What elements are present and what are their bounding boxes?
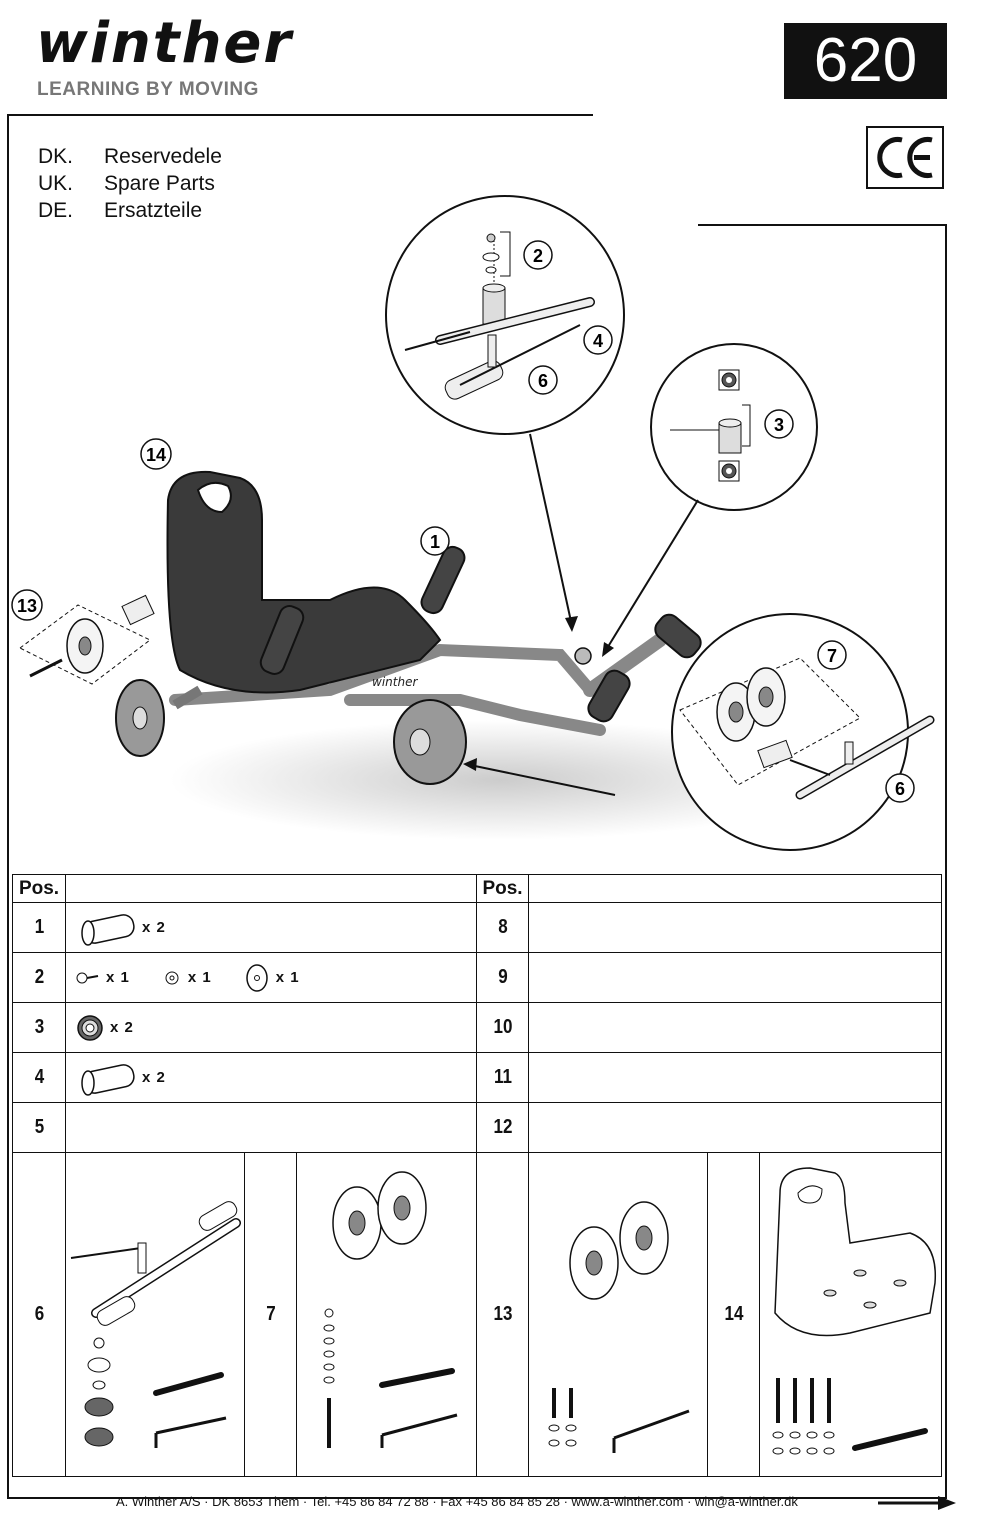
pos-number: 2: [16, 953, 61, 1003]
header-spacer: [529, 875, 942, 903]
parts-table: [12, 874, 942, 1477]
screw-icon: [94, 1338, 104, 1348]
svg-text:1: 1: [429, 532, 441, 552]
rear-wheel-kit-illustration: [529, 1153, 704, 1471]
brand-logo: [36, 11, 396, 76]
callout-6-top: [529, 366, 557, 394]
pos-number: 9: [480, 953, 524, 1003]
svg-text:2: 2: [532, 246, 544, 266]
svg-text:winther: winther: [372, 675, 418, 689]
parts-cell: [529, 903, 942, 953]
brand-tagline: LEARNING BY MOVING: [37, 79, 259, 100]
large-washer-icon: [242, 963, 272, 993]
quantity: x 1: [187, 969, 212, 986]
seat-kit-illustration: [760, 1153, 938, 1471]
steering-kit-illustration: [66, 1153, 241, 1471]
next-page-arrow-icon: [878, 1495, 956, 1511]
allen-key-icon: [382, 1415, 457, 1448]
language-row: [38, 170, 222, 197]
svg-text:4: 4: [592, 331, 604, 351]
kit-cell-steering: [66, 1153, 245, 1477]
bearing-icon: [74, 1012, 106, 1044]
callout-14: [141, 439, 171, 469]
parts-cell: [66, 903, 477, 953]
pos-number: 6: [16, 1153, 61, 1477]
allen-key-icon: [614, 1411, 689, 1453]
svg-text:6: 6: [894, 779, 906, 799]
svg-text:3: 3: [773, 415, 785, 435]
quantity: x 1: [275, 969, 300, 986]
language-code: UK.: [38, 172, 74, 195]
pos-header: Pos.: [477, 875, 529, 903]
svg-text:13: 13: [16, 596, 38, 616]
language-label: Reservedele: [104, 145, 222, 168]
quantity: x 2: [142, 919, 166, 936]
svg-text:6: 6: [537, 371, 549, 391]
pos-number: 11: [480, 1053, 524, 1103]
kit-cell-seat: [760, 1153, 942, 1477]
callout-13: [12, 590, 42, 620]
parts-cell: [66, 953, 477, 1003]
language-code: DE.: [38, 199, 74, 222]
table-row-kits: [13, 1153, 942, 1477]
small-washer-icon: [93, 1381, 105, 1389]
small-washer-icon: [160, 968, 184, 988]
pos-number: 13: [480, 1153, 524, 1477]
quantity: x 2: [110, 1019, 134, 1036]
language-row: [38, 143, 222, 170]
ce-mark-icon: [868, 128, 942, 187]
quantity: x 1: [106, 969, 130, 986]
exploded-view-illustration: [10, 195, 945, 870]
frame-line: [945, 224, 947, 1499]
detail-circle-steering-top: [386, 196, 624, 434]
wrench-icon: [855, 1431, 925, 1448]
svg-text:14: 14: [145, 445, 167, 465]
parts-cell: [66, 1003, 477, 1053]
model-number: 620: [784, 23, 947, 99]
kit-cell-rear-wheels: [529, 1153, 708, 1477]
pos-number: 3: [16, 1003, 61, 1053]
table-row: [13, 1103, 942, 1153]
callout-7: [818, 641, 846, 669]
pos-number: 1: [16, 903, 61, 953]
callout-4: [584, 326, 612, 354]
frame-line: [7, 114, 9, 1499]
ce-mark: [866, 126, 944, 189]
pos-number: 14: [711, 1153, 755, 1477]
parts-cell: [529, 1053, 942, 1103]
pos-header: Pos.: [13, 875, 66, 903]
language-code: DK.: [38, 145, 74, 168]
parts-cell: [529, 1003, 942, 1053]
table-row: [13, 1053, 942, 1103]
screw-icon: [74, 968, 102, 988]
wrench-icon: [156, 1375, 221, 1393]
pos-number: 5: [16, 1103, 61, 1153]
table-header-row: [13, 875, 942, 903]
parts-cell: [529, 1103, 942, 1153]
table-row: [13, 903, 942, 953]
large-washer-icon: [88, 1358, 110, 1372]
pos-number: 7: [248, 1153, 292, 1477]
pos-number: 4: [16, 1053, 61, 1103]
allen-key-icon: [156, 1418, 226, 1448]
callout-6-bottom: [886, 774, 914, 802]
callout-3: [765, 410, 793, 438]
callout-2: [524, 241, 552, 269]
grip-icon: [74, 908, 138, 948]
company-contact-footer: A. Winther A/S · DK 8653 Them · Tel. +45 86 84 72 88 · Fax +45 86 84 85 28 · www.a-winther.com · win@a-winther.dk: [116, 1494, 798, 1509]
grip-icon: [74, 1058, 138, 1098]
pos-number: 12: [480, 1103, 524, 1153]
pos-number: 8: [480, 903, 524, 953]
bearing-icon: [85, 1398, 113, 1416]
language-label: Spare Parts: [104, 172, 215, 195]
brand-name: winther: [36, 11, 294, 76]
callout-1: [421, 527, 449, 555]
table-row: [13, 953, 942, 1003]
kit-cell-front-wheels: [297, 1153, 477, 1477]
language-label: Ersatzteile: [104, 199, 203, 222]
svg-text:7: 7: [826, 646, 838, 666]
quantity: x 2: [142, 1069, 166, 1086]
table-row: [13, 1003, 942, 1053]
bearing-icon: [85, 1428, 113, 1446]
front-wheel-kit-illustration: [297, 1153, 473, 1471]
detail-circle-front-wheel: [672, 614, 930, 850]
pos-number: 10: [480, 1003, 524, 1053]
parts-cell: [66, 1103, 477, 1153]
wrench-icon: [382, 1371, 452, 1385]
parts-cell: [529, 953, 942, 1003]
parts-cell: [66, 1053, 477, 1103]
header-spacer: [66, 875, 477, 903]
frame-line: [7, 114, 593, 116]
